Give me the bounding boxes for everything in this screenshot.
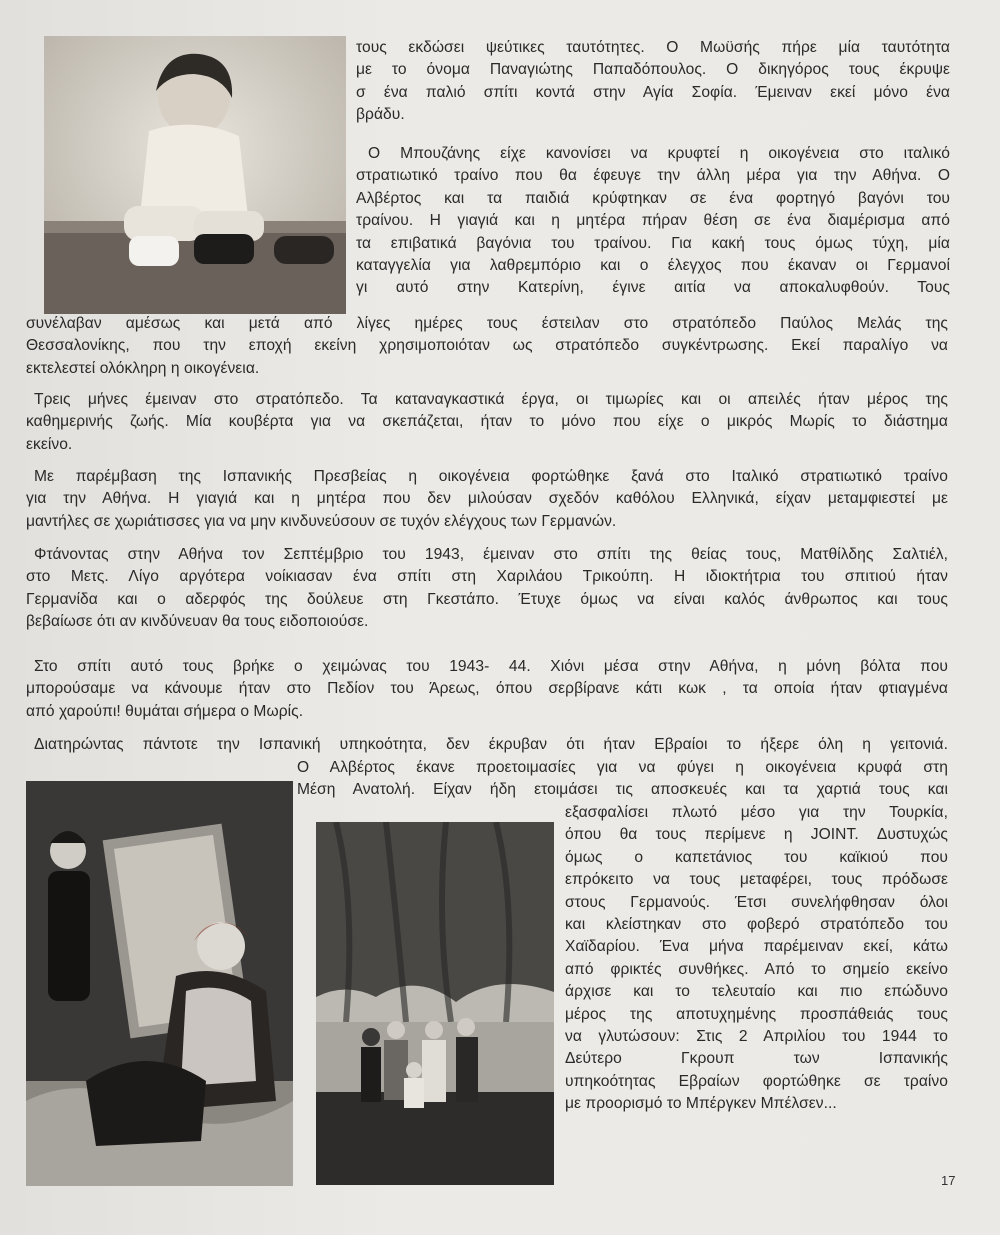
text-line: με προορισμό το Μπέργκεν Μπέλσεν... bbox=[565, 1095, 837, 1113]
text-line: με το όνομα Παναγιώτης Παπαδόπουλος. Ο δικηγόρος τους έκρυψε bbox=[356, 61, 950, 79]
text-line: Ο Μπουζάνης είχε κανονίσει να κρυφτεί η οικογένεια στο ιταλικό bbox=[368, 145, 950, 162]
text-line: Αλβέρτος και τα παιδιά κρύφτηκαν σε ένα φορτηγό βαγόνι του bbox=[356, 189, 950, 207]
text-line: Μέση Ανατολή. Είχαν ήδη ετοιμάσει τις αποσκευές και τα χαρτιά τους και bbox=[297, 781, 948, 799]
text-line: άρχισε και το τελευταίο και πιο επώδυνο bbox=[565, 983, 948, 1001]
text-line: βράδυ. bbox=[356, 106, 405, 124]
text-line: να γλυτώσουν: Στις 2 Απριλίου του 1944 το bbox=[565, 1028, 948, 1046]
paragraph-2-full bbox=[26, 313, 948, 380]
text-line: τραίνου. Η γιαγιά και η μητέρα πήραν θέση σε ένα διαμέρισμα από bbox=[356, 212, 950, 230]
text-line: στο Μετς. Λίγο αργότερα νοίκιασαν ένα σπίτι στη Χαριλάου Τρικούπη. Η ιδιοκτήτρια του σπιτιού ήταν bbox=[26, 568, 948, 586]
text-line: συνέλαβαν αμέσως και μετά από λίγες ημέρες τους έστειλαν στο στρατόπεδο Παύλος Μελάς της bbox=[26, 315, 948, 332]
text-line: Δεύτερο Γκρουπ των Ισπανικής bbox=[565, 1050, 948, 1068]
text-line: τους εκδώσει ψεύτικες ταυτότητες. Ο Μωϋσής πήρε μία ταυτότητα bbox=[356, 39, 950, 56]
page-number: 17 bbox=[941, 1173, 956, 1188]
paragraph-7-mid bbox=[297, 757, 948, 802]
paragraph-7-full bbox=[34, 734, 948, 756]
text-line: Φτάνοντας στην Αθήνα τον Σεπτέμβριο του 1943, έμειναν στο σπίτι της θείας τους, Ματθίλδης Σαλτιέλ, bbox=[34, 546, 948, 563]
text-line: στους Γερμανούς. Έτσι συνελήφθησαν όλοι bbox=[565, 893, 948, 911]
text-line: από φρικτές συνθήκες. Από το σημείο εκείνο bbox=[565, 960, 948, 978]
text-line: καταγγελία για λαθρεμπόριο και ο έλεγχος που έκαναν οι Γερμανοί bbox=[356, 257, 950, 275]
text-line: καθημερινής ζωής. Μία κουβέρτα για να σκεπάζεται, ήταν το μόνο που είχε ο μικρός Μωρίς το διάστημα bbox=[26, 413, 948, 431]
text-line: υπηκοότητας Εβραίων φορτώθηκε σε τραίνο bbox=[565, 1072, 948, 1090]
text-line: επρόκειτο να τους μεταφέρει, τους πρόδωσε bbox=[565, 871, 948, 889]
text-line: μπορούσαμε να κάνουμε ήταν στο Πεδίον του Άρεως, όπου σερβίρανε κάτι κωκ , τα οποία ήταν φτιαγμένα bbox=[26, 680, 948, 698]
paragraph-3 bbox=[26, 389, 948, 456]
text-line: εξασφαλίσει πλωτό μέσο για την Τουρκία, bbox=[565, 804, 948, 821]
text-line: όμως ο καπετάνιος του καϊκιού που bbox=[565, 848, 948, 866]
text-line: Διατηρώντας πάντοτε την Ισπανική υπηκοότητα, δεν έκρυβαν ότι ήταν Εβραίοι το ήξερε όλη η γειτονιά. bbox=[34, 736, 948, 753]
text-line: εκτελεστεί ολόκληρη η οικογένεια. bbox=[26, 359, 260, 377]
paragraph-1 bbox=[356, 37, 950, 127]
text-line: μέρος της αποτυχημένης προσπάθειάς τους bbox=[565, 1005, 948, 1023]
costume-children-photo bbox=[26, 781, 293, 1186]
paragraph-7-narrow bbox=[565, 802, 948, 1116]
text-line: τα επιβατικά βαγόνια του τραίνου. Για κακή τους όμως τύχη, μία bbox=[356, 234, 950, 252]
text-line: για την Αθήνα. Η γιαγιά και η μητέρα που δεν μιλούσαν σχεδόν καθόλου Ελληνικά, είχαν μεταμφιεστεί με bbox=[26, 490, 948, 508]
text-line: και κλείστηκαν στο φοβερό στρατόπεδο του bbox=[565, 916, 948, 934]
text-line: Ο Αλβέρτος έκανε προετοιμασίες για να φύγει η οικογένεια κρυφά στη bbox=[297, 759, 948, 776]
text-line: στρατιωτικό τραίνο που θα έφευγε την άλλη μέρα για την Αθήνα. Ο bbox=[356, 167, 950, 185]
text-line: γι αυτό στην Κατερίνη, έγινε αιτία να αποκαλυφθούν. Τους bbox=[356, 279, 950, 297]
text-line: από χαρούπι! θυμάται σήμερα ο Μωρίς. bbox=[26, 702, 304, 720]
toddler-photo bbox=[44, 36, 346, 314]
text-line: βεβαίωσε ότι αν κινδύνευαν θα τους ειδοποιούσε. bbox=[26, 613, 369, 631]
text-line: Με παρέμβαση της Ισπανικής Πρεσβείας η οικογένεια φορτώθηκε ξανά στο Ιταλικό στρατιωτικό τραίνο bbox=[34, 468, 948, 485]
text-line: όπου θα τους περίμενε η JOINT. Δυστυχώς bbox=[565, 826, 948, 844]
text-line: μαντήλες σε χωριάτισσες για να μην κινδυνεύσουν σε τυχόν ελέγχους των Γερμανών. bbox=[26, 512, 617, 530]
paragraph-5 bbox=[26, 544, 948, 634]
text-line: Στο σπίτι αυτό τους βρήκε ο χειμώνας του 1943- 44. Χιόνι μέσα στην Αθήνα, η μόνη βόλτα που bbox=[34, 658, 948, 675]
paragraph-2-narrow bbox=[356, 143, 950, 300]
paragraph-6 bbox=[26, 656, 948, 723]
text-line: Τρεις μήνες έμειναν στο στρατόπεδο. Τα καταναγκαστικά έργα, οι τιμωρίες και οι απειλές ήταν μέρος της bbox=[34, 391, 948, 408]
text-line: σ ένα παλιό σπίτι κοντά στην Αγία Σοφία. Έμειναν εκεί μόνο ένα bbox=[356, 83, 950, 101]
text-line: Θεσσαλονίκης, που την εποχή εκείνη χρησιμοποιόταν ως στρατόπεδο συγκέντρωσης. Εκεί παραλίγο να bbox=[26, 337, 948, 355]
text-line: εκείνο. bbox=[26, 435, 73, 453]
family-outdoor-photo bbox=[316, 822, 554, 1185]
text-line: Γερμανίδα και ο αδερφός της δούλευε στη Γκεστάπο. Έτυχε όμως να είναι καλός άνθρωπος και τους bbox=[26, 590, 948, 608]
text-line: Χαϊδαρίου. Ένα μήνα παρέμειναν εκεί, κάτω bbox=[565, 938, 948, 956]
paragraph-4 bbox=[26, 466, 948, 533]
